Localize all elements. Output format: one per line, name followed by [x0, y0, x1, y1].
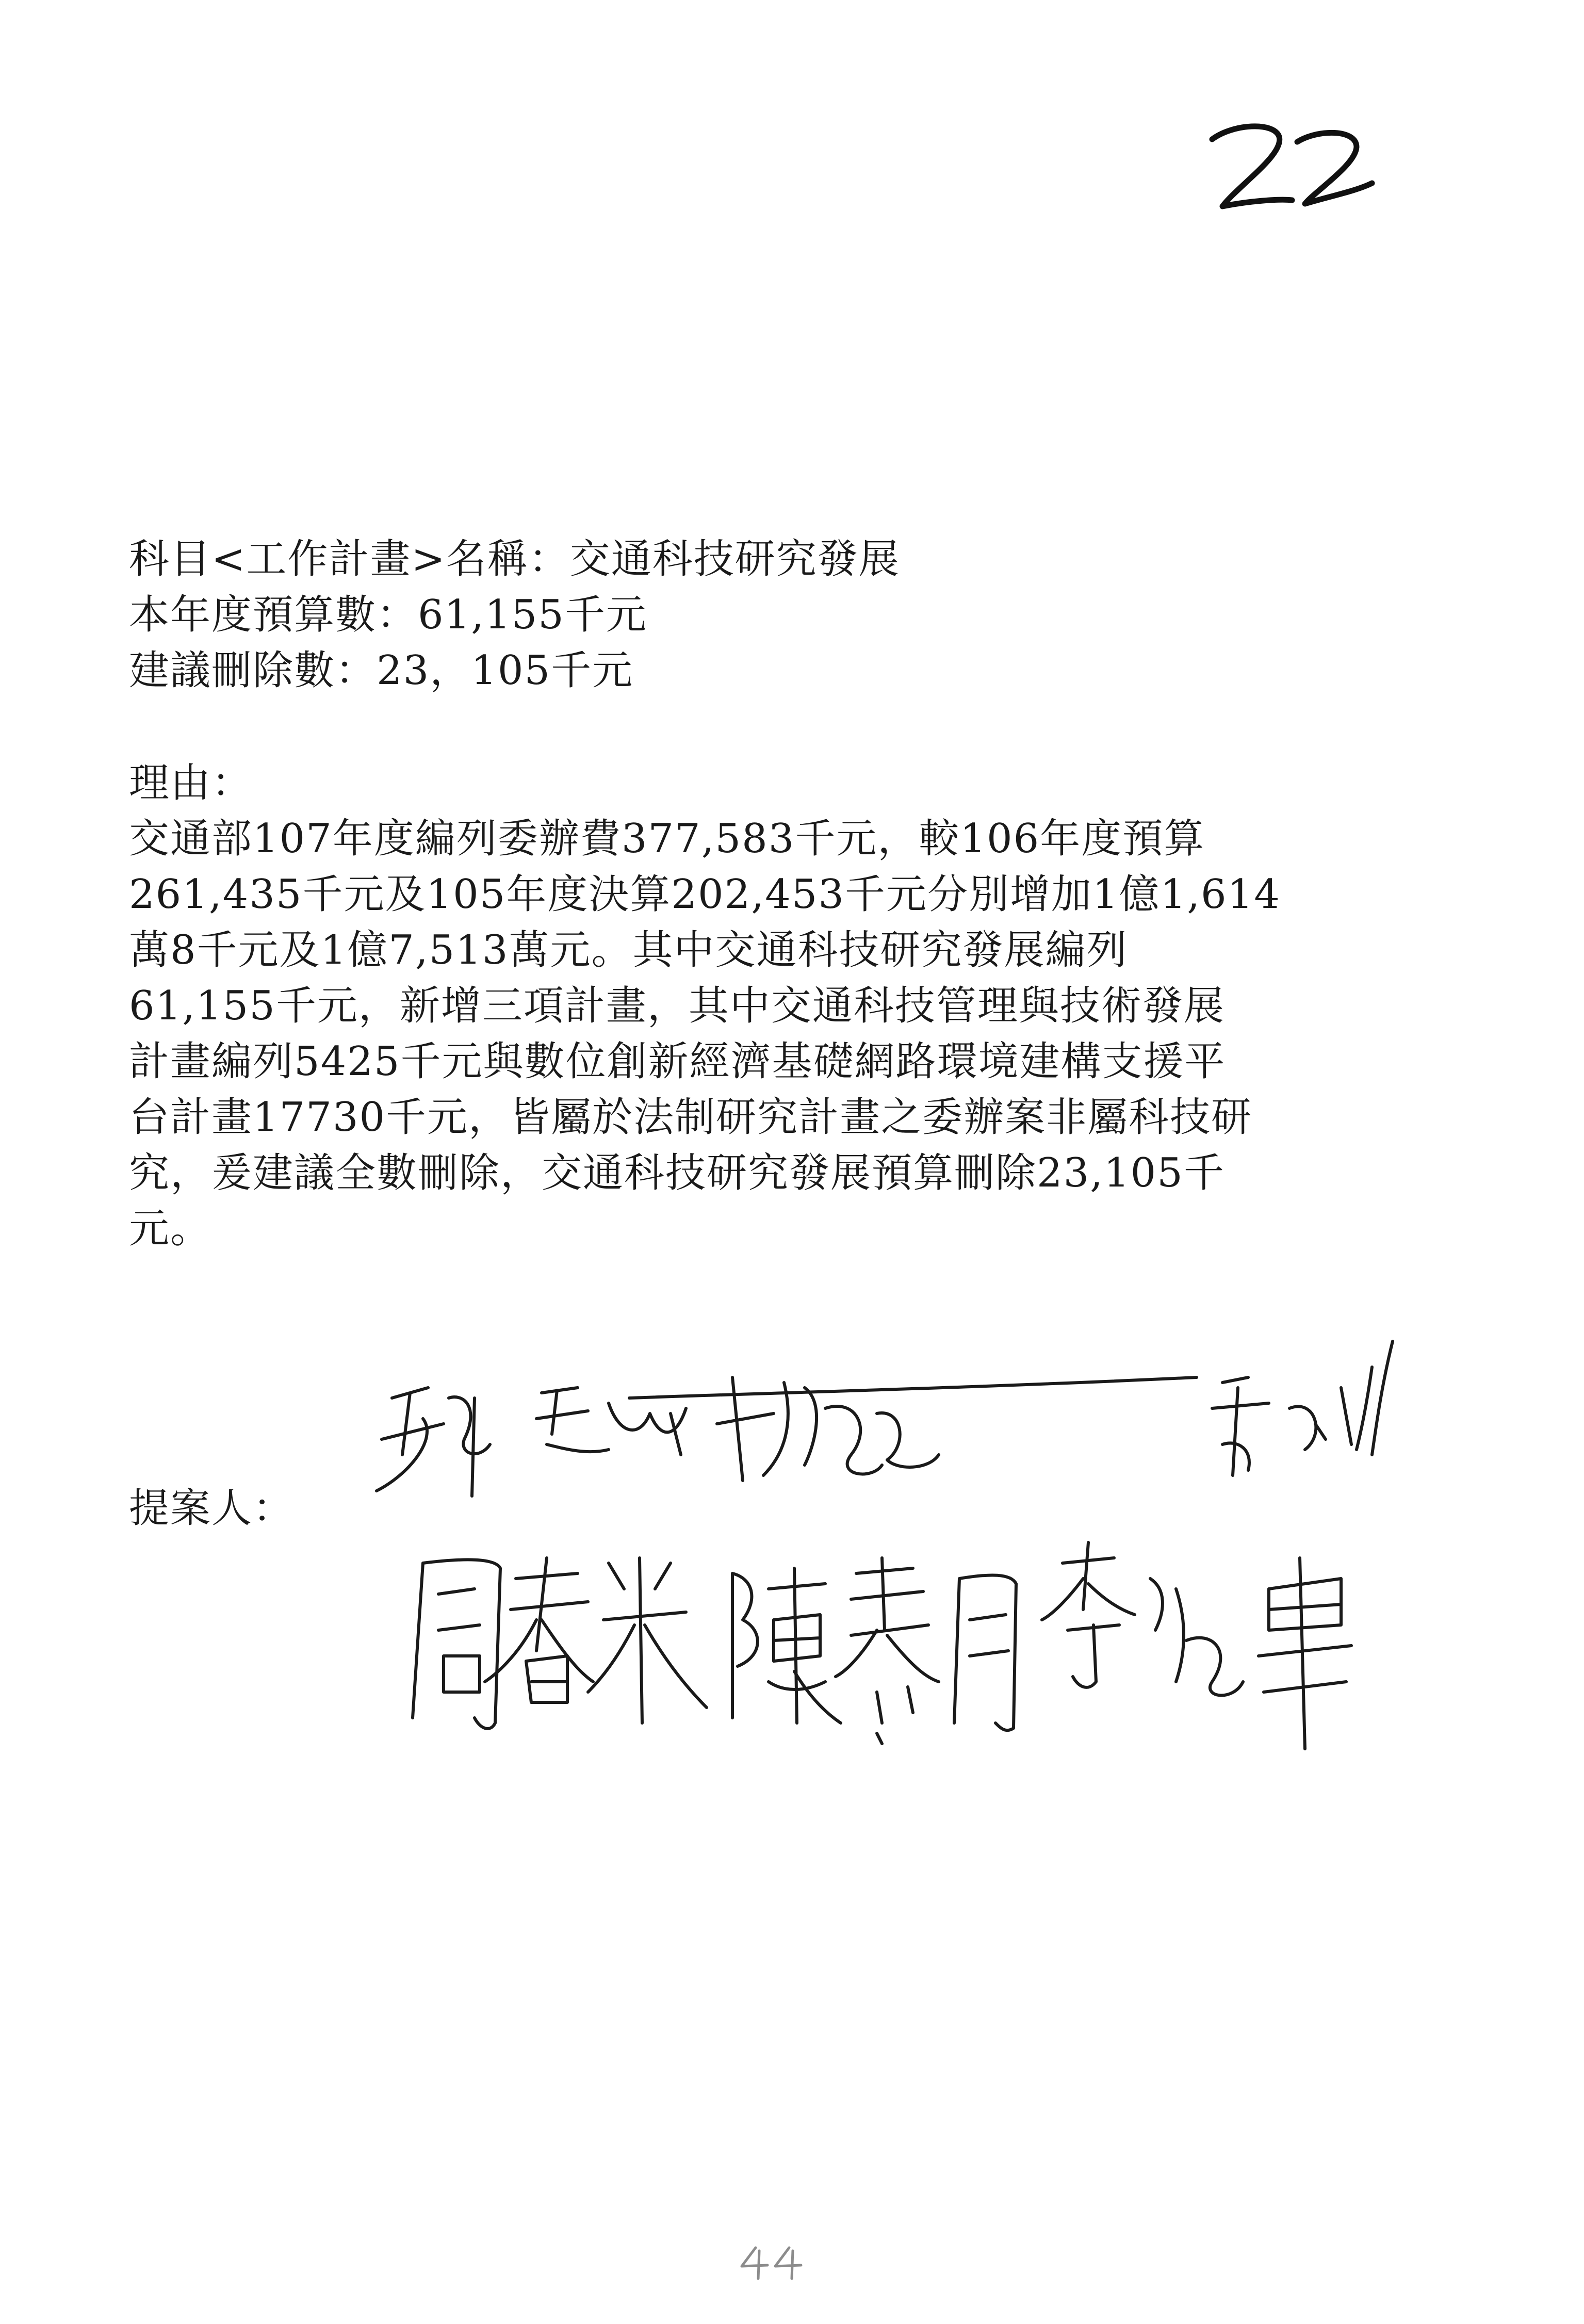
reason-line: 計畫編列5425千元與數位創新經濟基礎網路環境建構支援平: [129, 1038, 1226, 1085]
signature-scribbles: [361, 1321, 1496, 1785]
reason-line: 61,155千元，新增三項計畫，其中交通科技管理與技術發展: [129, 983, 1225, 1029]
reason-paragraph: [129, 811, 1367, 1257]
reason-line: 261,435千元及105年度決算202,453千元分別增加1億1,614: [129, 871, 1281, 918]
handwritten-page-number: [732, 2241, 815, 2283]
handwritten-signatures: [361, 1321, 1496, 1785]
document-body: [129, 531, 1367, 1257]
reason-line: 交通部107年度編列委辦費377,583千元，較106年度預算: [129, 816, 1205, 862]
reason-line: 究，爰建議全數刪除，交通科技研究發展預算刪除23,105千: [129, 1150, 1225, 1196]
reason-line: 元。: [129, 1206, 212, 1252]
handwritten-document-number: [1202, 119, 1377, 217]
deletion-line: 建議刪除數：23，105千元: [129, 647, 634, 694]
reason-line: 萬8千元及1億7,513萬元。其中交通科技研究發展編列: [129, 927, 1128, 973]
handwritten-44-mark: [732, 2241, 815, 2283]
handwritten-22-mark: [1202, 119, 1377, 217]
subject-line: 科目<工作計畫>名稱：交通科技研究發展: [129, 536, 900, 582]
reason-line: 台計畫17730千元，皆屬於法制研究計畫之委辦案非屬科技研: [129, 1094, 1253, 1141]
budget-line: 本年度預算數：61,155千元: [129, 592, 647, 638]
proposer-label: 提案人：: [129, 1485, 295, 1532]
reason-label: 理由：: [129, 760, 253, 806]
